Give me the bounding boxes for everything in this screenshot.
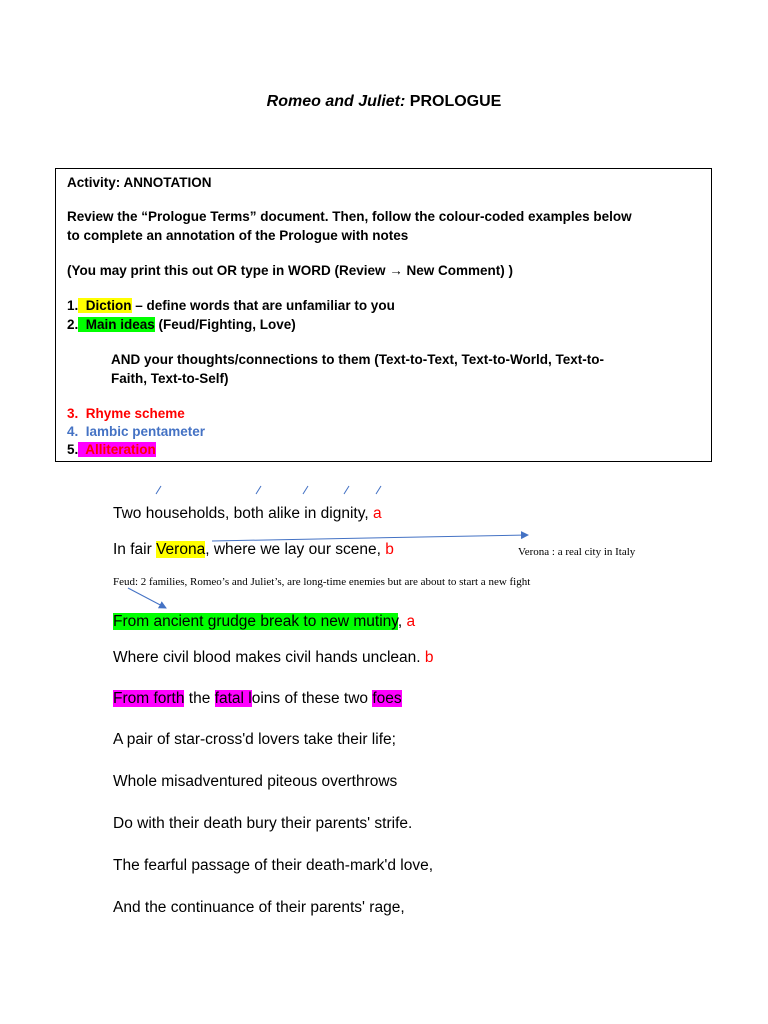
feud-arrow xyxy=(128,588,166,608)
poem-line-5: From forth the fatal loins of these two foes xyxy=(113,690,402,707)
page-title: Romeo and Juliet: PROLOGUE xyxy=(266,93,502,110)
poem-line-10: And the continuance of their parents' rage, xyxy=(113,899,405,916)
poem-line-6: A pair of star-cross'd lovers take their life; xyxy=(113,731,396,748)
stress-mark xyxy=(303,486,308,494)
term-diction: 1. Diction – define words that are unfamiliar to you xyxy=(67,298,395,313)
term-main-ideas: 2. Main ideas (Feud/Fighting, Love) xyxy=(67,317,296,332)
rhyme-b: b xyxy=(424,649,434,666)
term-iambic-pentameter: 4. Iambic pentameter xyxy=(67,424,206,439)
stress-mark xyxy=(344,486,349,494)
thoughts-line2: Faith, Text-to-Self) xyxy=(111,371,229,386)
poem-line-9: The fearful passage of their death-mark'd love, xyxy=(113,857,434,874)
thoughts-line1: AND your thoughts/connections to them (Text-to-Text, Text-to-World, Text-to- xyxy=(111,352,604,367)
rhyme-b: b xyxy=(385,541,394,558)
activity-print-note: (You may print this out OR type in WORD (Review → New Comment) ) xyxy=(67,263,514,278)
poem-line-8: Do with their death bury their parents' strife. xyxy=(113,815,413,832)
rhyme-a: a xyxy=(372,505,382,522)
activity-review-line2: to complete an annotation of the Prologue with notes xyxy=(67,228,409,243)
note-verona: Verona : a real city in Italy xyxy=(518,546,636,558)
stress-mark xyxy=(376,486,381,494)
term-rhyme-scheme: 3. Rhyme scheme xyxy=(67,406,185,421)
stress-mark xyxy=(256,486,261,494)
rhyme-a: a xyxy=(406,613,416,630)
activity-box xyxy=(55,168,712,462)
poem-line-4: Where civil blood makes civil hands unclean. b xyxy=(113,649,434,666)
poem-line-1: Two households, both alike in dignity, a xyxy=(113,505,382,522)
term-alliteration: 5. Alliteration xyxy=(67,442,156,457)
poem-line-3: From ancient grudge break to new mutiny, a xyxy=(113,613,416,630)
activity-review-line1: Review the “Prologue Terms” document. Then, follow the colour-coded examples below xyxy=(67,209,632,224)
poem-line-7: Whole misadventured piteous overthrows xyxy=(113,773,398,790)
stress-mark xyxy=(156,486,161,494)
activity-heading: Activity: ANNOTATION xyxy=(67,175,212,190)
note-feud: Feud: 2 families, Romeo’s and Juliet’s, are long-time enemies but are about to start a new fight xyxy=(113,576,531,588)
poem-line-2: In fair Verona, where we lay our scene, b xyxy=(113,541,394,558)
